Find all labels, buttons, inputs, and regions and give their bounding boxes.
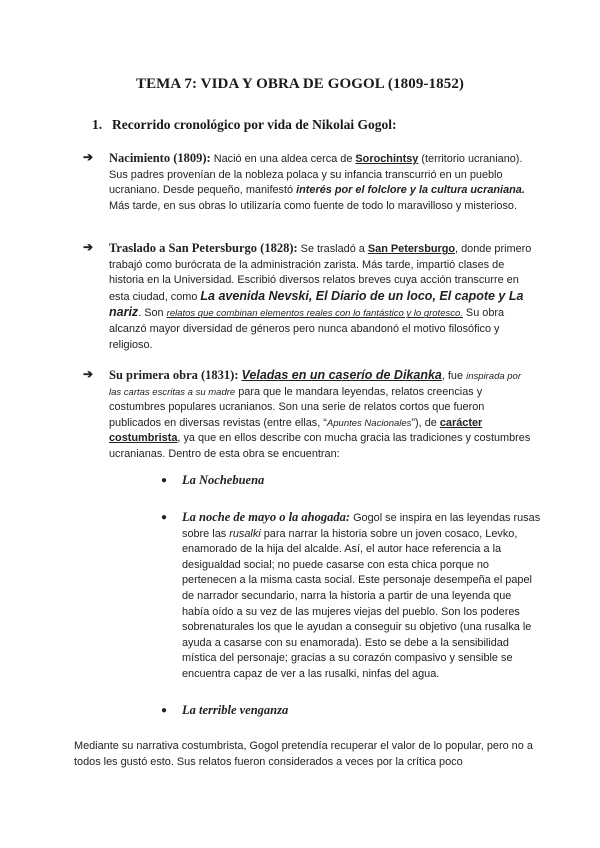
sub-item-paragraph [161,510,541,683]
character-term: carácter costumbrista [109,416,483,445]
item-lead: Nacimiento (1809): [109,151,211,165]
dot-bullet-icon: ● [161,705,168,716]
item-lead: Su primera obra (1831): [109,368,239,382]
text-run: , donde primero trabajó como burócrata de la administración zarista. Más tarde, impartió clases de historia en la Universidad. Escribió diversos relatos breves cuya acción transcurre en esta ciudad, como [109,243,532,303]
text-run: Más tarde, en sus obras lo utilizaría como fuente de todo lo maravilloso y misterioso. [109,199,517,212]
text-run: Gogol se inspira en las leyendas rusas sobre las [182,512,541,540]
list-item-primera-obra [85,368,535,463]
arrow-bullet-icon: ➔ [83,240,94,254]
sub-item-paragraph [161,703,541,720]
sub-item-paragraph [161,473,541,490]
emphasis-text: interés por el folclore y la cultura ucraniana. [296,184,525,197]
section-heading-text: Recorrido cronológico por vida de Nikolai Gogol: [112,117,397,132]
magazine-name: Apuntes Nacionales [326,417,412,429]
list-item-nacimiento [85,151,535,214]
sub-item-terrible-venganza [161,703,541,720]
story-title: La terrible venganza [182,703,289,717]
text-run: , fue [441,370,467,382]
closing-text: Mediante su narrativa costumbrista, Gogol pretendía recuperar el valor de lo popular, pero no a todos les gustó esto. Sus relatos fueron considerados a veces por la crítica poco [74,740,533,768]
story-title: La Nochebuena [182,473,265,487]
text-run: para narrar la historia sobre un joven cosaco, Levko, enamorado de la hija del alcalde. Así, el autor hace referencia a la desigualdad social; no puede casarse con esta chica porque no pertenecen a la misma casta social. Este personaje desempeña el papel de narrador secundario, narra la historia a partir de una leyenda que había oído a su vez de las mujeres viejas del pueblo. Son los poderes sobrenaturales los que le ayudan a conseguir su objetivo (una rusalka le ayuda a casarse con su enamorada). Esto se debe a la sensibilidad mística del personaje; gracias a su corazón compasivo y sensible se encuentra capaz de ver a las rusalki, ninfas del agua. [182,527,532,680]
place-name: San Petersburgo [367,243,456,255]
section-number: 1. [92,117,103,132]
text-run: (territorio ucraniano). Sus padres provenían de la nobleza polaca y su infancia transcurrió en un pueblo ucraniano. Desde pequeño, manifestó [109,153,523,197]
works-title: La avenida Nevski, El Diario de un loco, El capote y La nariz [109,288,524,320]
item-paragraph [85,241,535,353]
text-run: para que le mandara leyendas, relatos creencias y costumbres populares ucranianos. Son una serie de relatos cortos que fueron publicados en diversas revistas (entre ellas, “ [109,385,485,429]
work-title: Veladas en un caserío de Dikanka [241,368,442,382]
sub-item-noche-de-mayo [161,510,541,683]
item-paragraph [85,151,535,214]
rusalki-term: rusalki [229,527,261,540]
sub-item-nochebuena [161,473,541,490]
underlined-quote: relatos que combinan elementos reales con lo fantástico y lo grotesco. [166,308,463,320]
page-title: TEMA 7: VIDA Y OBRA DE GOGOL (1809-1852) [135,76,465,92]
section-heading [92,117,397,133]
text-run: Nació en una aldea cerca de [210,153,356,165]
text-run: ”), de [411,416,440,429]
arrow-bullet-icon: ➔ [83,150,94,164]
text-run: . Son [138,307,167,320]
text-run: Se trasladó a [297,243,368,255]
inspired-text: inspirada por las cartas escritas a su madre [109,371,521,398]
arrow-bullet-icon: ➔ [83,367,94,381]
place-name: Sorochintsy [355,153,419,165]
list-item-traslado [85,241,535,353]
dot-bullet-icon: ● [161,475,168,486]
closing-paragraph [74,739,544,770]
story-title: La noche de mayo o la ahogada: [182,510,351,524]
text-run: , ya que en ellos describe con mucha gracia las tradiciones y costumbres ucranianas. Dentro de esta obra se encuentran: [109,432,531,460]
item-lead: Traslado a San Petersburgo (1828): [109,241,298,255]
text-run: Su obra alcanzó mayor diversidad de géneros pero nunca abandonó el motivo filosófico y religioso. [109,307,505,351]
dot-bullet-icon: ● [161,512,168,523]
item-paragraph [85,368,535,463]
